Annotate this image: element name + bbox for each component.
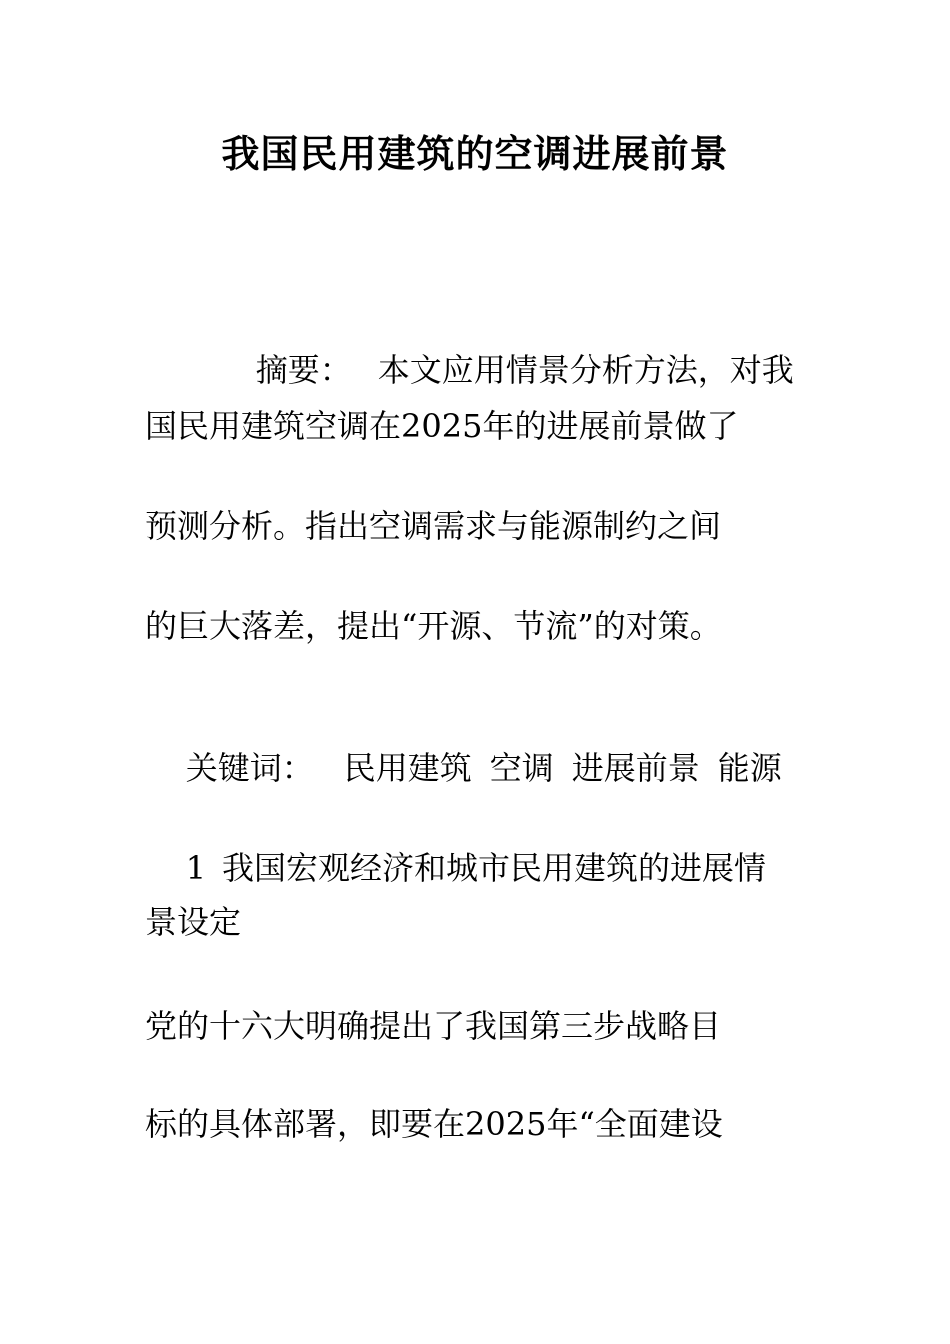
document-title: 我国民用建筑的空调进展前景 bbox=[221, 132, 729, 176]
body-paragraph-line: 标的具体部署，即要在2025年“全面建设 bbox=[145, 1105, 723, 1143]
section-number: 1 bbox=[185, 849, 207, 887]
abstract-line: 本文应用情景分析方法，对我 bbox=[377, 351, 794, 389]
keyword: 空调 bbox=[489, 749, 554, 787]
body-paragraph-line: 党的十六大明确提出了我国第三步战略目 bbox=[145, 1007, 722, 1045]
section-heading-text: 我国宏观经济和城市民用建筑的进展情 bbox=[222, 849, 767, 887]
abstract-line: 国民用建筑空调在2025年的进展前景做了 bbox=[145, 407, 739, 445]
abstract-label: 摘要： bbox=[255, 351, 352, 389]
keywords-label: 关键词： bbox=[185, 749, 314, 787]
keyword: 进展前景 bbox=[571, 749, 700, 787]
section-heading-continued: 景设定 bbox=[145, 903, 242, 941]
keyword: 民用建筑 bbox=[343, 749, 472, 787]
abstract-line: 预测分析。指出空调需求与能源制约之间 bbox=[145, 507, 722, 545]
abstract-line: 的巨大落差，提出“开源、节流”的对策。 bbox=[145, 607, 722, 645]
keyword: 能源 bbox=[717, 749, 782, 787]
